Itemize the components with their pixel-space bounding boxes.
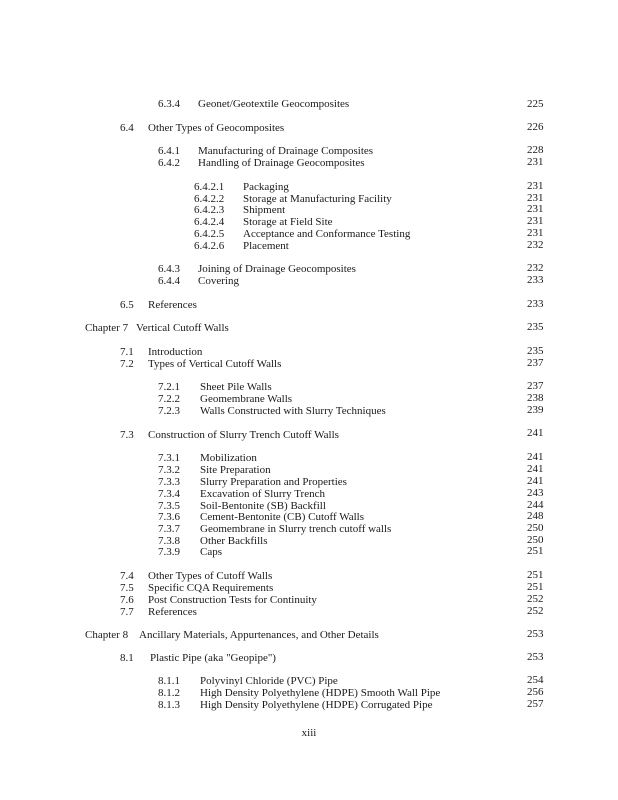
toc-page-number: 251 [527, 545, 544, 557]
toc-title: Other Types of Geocomposites [148, 122, 285, 134]
toc-page-number: 231 [527, 227, 544, 239]
toc-title: Handling of Drainage Geocomposites [198, 157, 365, 169]
toc-title: High Density Polyethylene (HDPE) Smooth Wall Pipe [200, 687, 441, 699]
toc-title: Joining of Drainage Geocomposites [198, 263, 356, 275]
toc-page-number: 244 [527, 499, 544, 511]
toc-title: Slurry Preparation and Properties [200, 476, 347, 488]
toc-page-number: 257 [527, 698, 544, 710]
toc-page-number: 231 [527, 180, 544, 192]
toc-number: 7.3.8 [158, 535, 180, 547]
toc-title: Specific CQA Requirements [148, 582, 274, 594]
toc-number: 8.1 [120, 652, 134, 664]
toc-number: 6.4.2.6 [194, 240, 225, 252]
toc-page-number: 231 [527, 215, 544, 227]
toc-title: Site Preparation [200, 464, 271, 476]
footer-page-number: xiii [301, 727, 317, 739]
toc-number: 7.5 [120, 582, 134, 594]
toc-title: Types of Vertical Cutoff Walls [148, 358, 282, 370]
toc-title: Acceptance and Conformance Testing [243, 228, 411, 240]
toc-title: Other Types of Cutoff Walls [148, 570, 273, 582]
toc-number: 7.3.1 [158, 452, 180, 464]
toc-title: Cement-Bentonite (CB) Cutoff Walls [200, 511, 364, 523]
toc-page-number: 238 [527, 392, 544, 404]
toc-number: 7.3.3 [158, 476, 180, 488]
toc-page-number: 233 [527, 298, 544, 310]
toc-page-number: 250 [527, 522, 544, 534]
toc-page-number: 241 [527, 427, 544, 439]
toc-number: 7.3.5 [158, 500, 180, 512]
toc-title: Placement [243, 240, 289, 252]
toc-number: 7.2.1 [158, 381, 180, 393]
toc-page-number: 226 [527, 121, 544, 133]
toc-page-number: 231 [527, 203, 544, 215]
toc-number: 7.3.2 [158, 464, 180, 476]
toc-chapter-label: Chapter 8 [85, 629, 129, 641]
toc-page-number: 231 [527, 156, 544, 168]
toc-title: Introduction [148, 346, 203, 358]
toc-number: 7.3.6 [158, 511, 180, 523]
toc-title: Storage at Field Site [243, 216, 333, 228]
toc-page-number: 241 [527, 463, 544, 475]
toc-title: Sheet Pile Walls [200, 381, 272, 393]
toc-title: Polyvinyl Chloride (PVC) Pipe [200, 675, 338, 687]
toc-number: 7.2.3 [158, 405, 180, 417]
toc-page-number: 235 [527, 345, 544, 357]
toc-number: 8.1.3 [158, 699, 180, 711]
toc-number: 7.3.4 [158, 488, 180, 500]
toc-page-number: 250 [527, 534, 544, 546]
toc-number: 7.6 [120, 594, 134, 606]
toc-number: 7.3.9 [158, 546, 180, 558]
toc-page-number: 235 [527, 321, 544, 333]
toc-number: 6.4.2.5 [194, 228, 225, 240]
toc-page-number: 241 [527, 475, 544, 487]
toc-number: 6.5 [120, 299, 134, 311]
toc-page-number: 253 [527, 651, 544, 663]
toc-number: 7.3 [120, 429, 134, 441]
toc-title: Vertical Cutoff Walls [136, 322, 229, 334]
toc-page-number: 232 [527, 239, 544, 251]
toc-number: 7.7 [120, 606, 134, 618]
toc-title: Manufacturing of Drainage Composites [198, 145, 374, 157]
toc-title: Post Construction Tests for Continuity [148, 594, 317, 606]
toc-number: 7.2 [120, 358, 134, 370]
toc-number: 6.4.2 [158, 157, 180, 169]
toc-title: Construction of Slurry Trench Cutoff Walls [148, 429, 339, 441]
toc-number: 7.3.7 [158, 523, 180, 535]
toc-page-number: 254 [527, 674, 544, 686]
toc-page-number: 243 [527, 487, 544, 499]
toc-page-number: 232 [527, 262, 544, 274]
toc-title: Ancillary Materials, Appurtenances, and Other Details [139, 629, 379, 641]
toc-page-number: 225 [527, 98, 544, 110]
toc-page-number: 239 [527, 404, 544, 416]
toc-page-number: 248 [527, 510, 544, 522]
toc-number: 8.1.1 [158, 675, 180, 687]
toc-title: Walls Constructed with Slurry Techniques [200, 405, 386, 417]
toc-title: Geonet/Geotextile Geocomposites [198, 98, 350, 110]
toc-page-number: 231 [527, 192, 544, 204]
toc-page-number: 251 [527, 581, 544, 593]
toc-number: 6.4.3 [158, 263, 180, 275]
toc-number: 6.4 [120, 122, 134, 134]
toc-number: 8.1.2 [158, 687, 180, 699]
toc-number: 6.4.4 [158, 275, 180, 287]
toc-title: High Density Polyethylene (HDPE) Corrugated Pipe [200, 699, 433, 711]
toc-chapter-label: Chapter 7 [85, 322, 129, 334]
toc-page-number: 252 [527, 593, 544, 605]
toc-number: 7.1 [120, 346, 134, 358]
toc-page-number: 241 [527, 451, 544, 463]
toc-number: 6.4.2.2 [194, 193, 225, 205]
toc-number: 6.4.2.3 [194, 204, 225, 216]
toc-title: Soil-Bentonite (SB) Backfill [200, 500, 326, 512]
toc-title: References [148, 299, 197, 311]
toc-title: Excavation of Slurry Trench [200, 488, 325, 500]
toc-page-number: 253 [527, 628, 544, 640]
toc-number: 7.4 [120, 570, 134, 582]
toc-title: Geomembrane Walls [200, 393, 293, 405]
toc-number: 6.4.2.4 [194, 216, 225, 228]
toc-title: Covering [198, 275, 239, 287]
toc-title: Storage at Manufacturing Facility [243, 193, 392, 205]
toc-title: Caps [200, 546, 222, 558]
toc-page-number: 237 [527, 380, 544, 392]
toc-title: References [148, 606, 197, 618]
toc-number: 6.4.1 [158, 145, 180, 157]
toc-title: Mobilization [200, 452, 257, 464]
toc-title: Shipment [243, 204, 286, 216]
toc-number: 6.4.2.1 [194, 181, 225, 193]
toc-page-number: 252 [527, 605, 544, 617]
toc-page-number: 256 [527, 686, 544, 698]
toc-number: 6.3.4 [158, 98, 180, 110]
toc-page-number: 228 [527, 144, 544, 156]
toc-page-number: 251 [527, 569, 544, 581]
toc-title: Other Backfills [200, 535, 268, 547]
toc-title: Plastic Pipe (aka "Geopipe") [150, 652, 276, 664]
toc-title: Packaging [243, 181, 289, 193]
toc-page-number: 237 [527, 357, 544, 369]
toc-title: Geomembrane in Slurry trench cutoff walls [200, 523, 392, 535]
toc-page-number: 233 [527, 274, 544, 286]
toc-number: 7.2.2 [158, 393, 180, 405]
